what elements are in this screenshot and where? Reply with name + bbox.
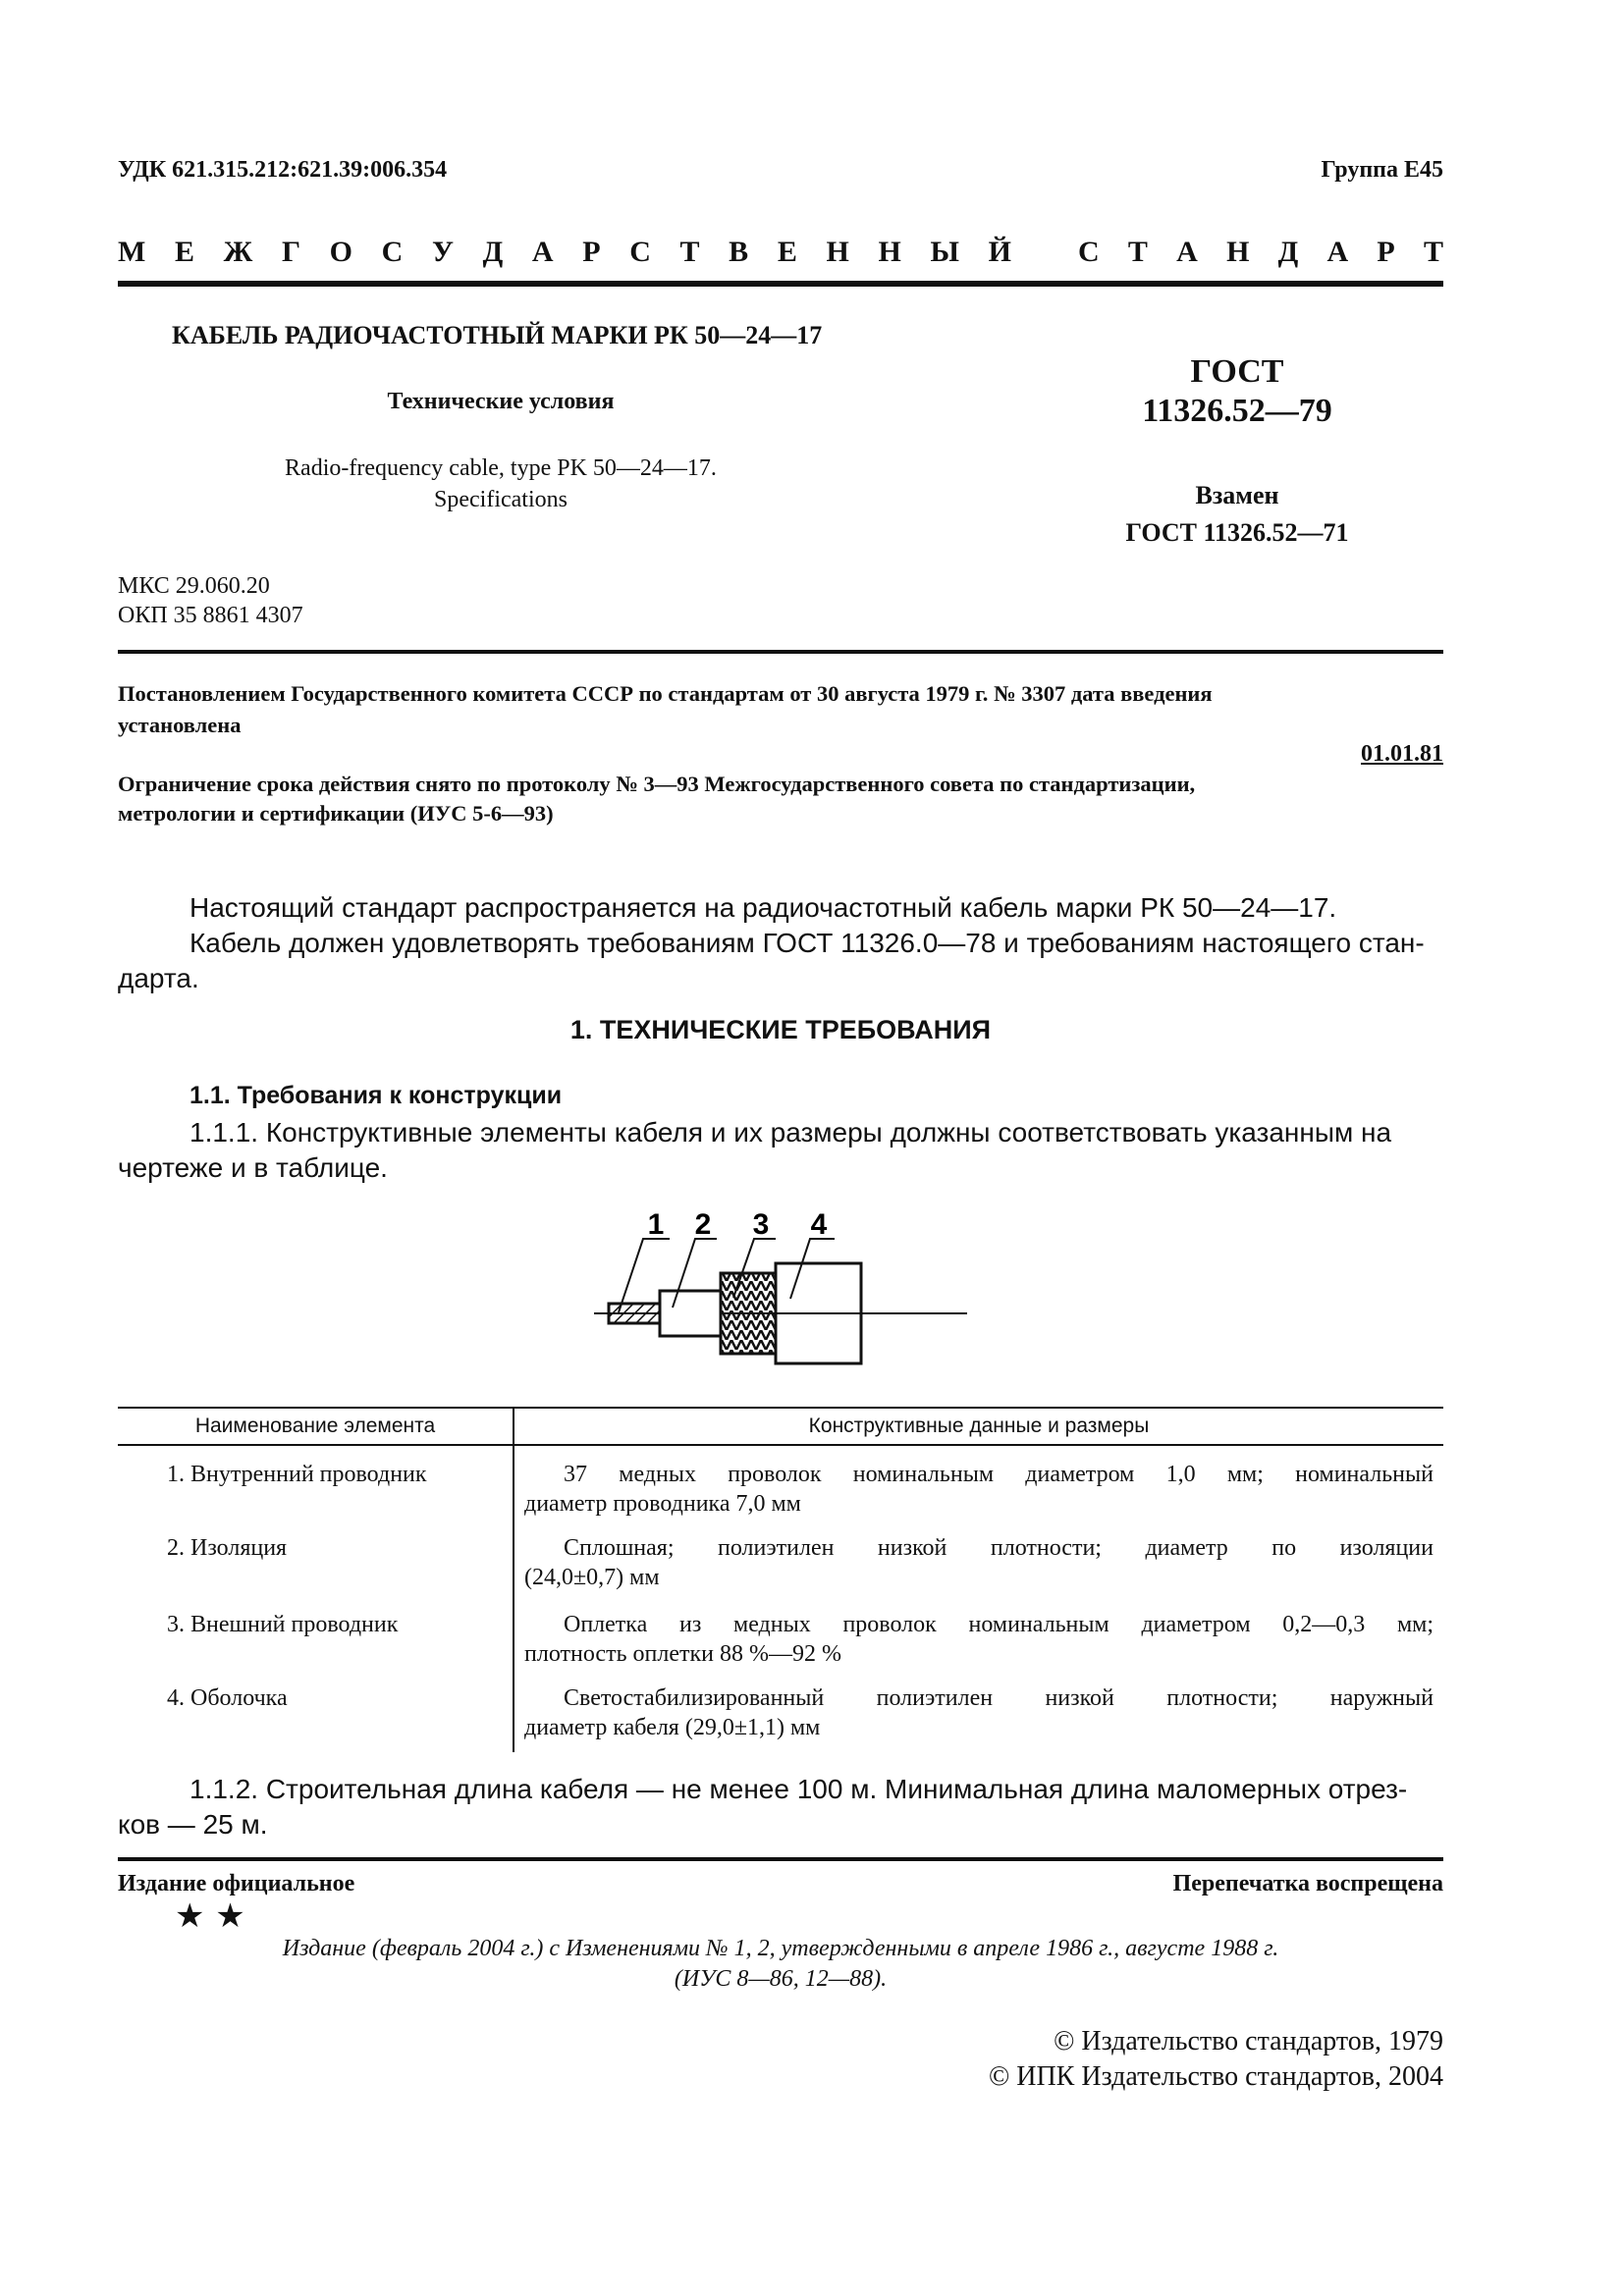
banner-rule bbox=[118, 281, 1443, 287]
table-top-rule bbox=[118, 1407, 1443, 1409]
replaces-number: ГОСТ 11326.52—71 bbox=[1125, 518, 1349, 547]
banner-letter: С bbox=[381, 236, 404, 268]
banner-letter: О bbox=[329, 236, 353, 268]
udk-code: УДК 621.315.212:621.39:006.354 bbox=[118, 157, 448, 183]
table-row-name: 1. Внутренний проводник bbox=[167, 1462, 427, 1487]
reprint-prohibited-label: Перепечатка воспрещена bbox=[1172, 1871, 1443, 1896]
intro-paragraph-2-line1: Кабель должен удовлетворять требованиям ГОСТ 11326.0—78 и требованиям настоящего стан- bbox=[189, 928, 1425, 958]
paragraph-1-1-1-line1: 1.1.1. Конструктивные элементы кабеля и их размеры должны соответствовать указанным на bbox=[189, 1117, 1392, 1148]
table-header-data: Конструктивные данные и размеры bbox=[808, 1415, 1150, 1437]
edition-note-line1: Издание (февраль 2004 г.) с Изменениями № 1, 2, утвержденными в апреле 1986 г., августе 1988 г. bbox=[282, 1936, 1279, 1961]
figure-label: 3 bbox=[752, 1208, 770, 1241]
table-row-data-line2: плотность оплетки 88 %—92 % bbox=[524, 1641, 841, 1667]
banner-letter: Т bbox=[679, 236, 700, 268]
decree-line2: установлена bbox=[118, 713, 242, 737]
figure-label: 4 bbox=[810, 1208, 828, 1241]
banner-letter: С bbox=[1078, 236, 1100, 268]
table-row-data-line1: 37 медных проволок номинальным диаметром 1,0 мм; номинальный bbox=[564, 1462, 1434, 1487]
star-marks: ★ ★ bbox=[175, 1896, 245, 1936]
banner-letter: Р bbox=[1377, 236, 1395, 268]
banner-letter: Д bbox=[482, 236, 504, 268]
decree-line1: Постановлением Государственного комитета СССР по стандартам от 30 августа 1979 г. № 3307 дата введения bbox=[118, 681, 1213, 706]
banner-letter: Т bbox=[1127, 236, 1148, 268]
gost-number: 11326.52—79 bbox=[1142, 393, 1332, 429]
insulation bbox=[660, 1291, 721, 1336]
banner-letter: А bbox=[1326, 236, 1349, 268]
banner-letter: Н bbox=[878, 236, 901, 268]
table-row-name: 2. Изоляция bbox=[167, 1535, 288, 1561]
table-row-data-line2: диаметр кабеля (29,0±1,1) мм bbox=[524, 1715, 821, 1740]
banner-letter: А bbox=[1176, 236, 1198, 268]
banner-letter: Н bbox=[826, 236, 849, 268]
cable-drawing bbox=[589, 1202, 972, 1379]
english-title-line1: Radio-frequency cable, type PK 50—24—17. bbox=[285, 455, 717, 481]
banner-letter: Ы bbox=[930, 236, 959, 268]
table-row-data-line2: (24,0±0,7) мм bbox=[524, 1565, 660, 1590]
gost-label: ГОСТ bbox=[1190, 353, 1284, 390]
section-rule bbox=[118, 650, 1443, 654]
copyright-2004: © ИПК Издательство стандартов, 2004 bbox=[988, 2061, 1443, 2092]
banner-letter: У bbox=[431, 236, 454, 268]
banner-letter: Р bbox=[582, 236, 601, 268]
restriction-line2: метрологии и сертификации (ИУС 5-6—93) bbox=[118, 801, 554, 826]
inner-conductor bbox=[609, 1304, 660, 1323]
banner-interstate bbox=[118, 236, 1011, 269]
banner-letter: Ж bbox=[223, 236, 253, 268]
official-edition-label: Издание официальное bbox=[118, 1871, 355, 1896]
edition-note-line2: (ИУС 8—86, 12—88). bbox=[674, 1966, 888, 1992]
table-row-data-line1: Оплетка из медных проволок номинальным диаметром 0,2—0,3 мм; bbox=[564, 1612, 1434, 1637]
table-row-name: 4. Оболочка bbox=[167, 1685, 288, 1711]
banner-letter: Г bbox=[281, 236, 301, 268]
paragraph-1-1-1-line2: чертеже и в таблице. bbox=[118, 1152, 388, 1183]
figure-label: 1 bbox=[647, 1208, 665, 1241]
table-column-divider bbox=[513, 1407, 514, 1752]
paragraph-1-1-2-line2: ков — 25 м. bbox=[118, 1809, 268, 1840]
table-row-name: 3. Внешний проводник bbox=[167, 1612, 399, 1637]
banner-letter: Н bbox=[1226, 236, 1250, 268]
document-subtitle: Технические условия bbox=[387, 389, 615, 414]
group-code: Группа Е45 bbox=[1321, 157, 1443, 183]
table-row-data-line1: Светостабилизированный полиэтилен низкой плотности; наружный bbox=[564, 1685, 1434, 1711]
introduction-date: 01.01.81 bbox=[1361, 741, 1443, 767]
banner-letter: Й bbox=[988, 236, 1011, 268]
table-row-data-line1: Сплошная; полиэтилен низкой плотности; диаметр по изоляции bbox=[564, 1535, 1434, 1561]
table-header-rule bbox=[118, 1444, 1443, 1446]
banner-letter: А bbox=[531, 236, 554, 268]
table-row-data bbox=[524, 1460, 1434, 1519]
banner-letter: С bbox=[629, 236, 651, 268]
table-row-data bbox=[524, 1683, 1434, 1742]
intro-paragraph-1: Настоящий стандарт распространяется на радиочастотный кабель марки РК 50—24—17. bbox=[189, 892, 1337, 923]
intro-paragraph-2-line2: дарта. bbox=[118, 963, 199, 993]
table-row-data bbox=[524, 1610, 1434, 1669]
banner-letter: В bbox=[729, 236, 749, 268]
banner-letter: Е bbox=[174, 236, 194, 268]
outer-conductor bbox=[721, 1273, 776, 1354]
table-row-data-line2: диаметр проводника 7,0 мм bbox=[524, 1491, 801, 1517]
banner-letter: Т bbox=[1423, 236, 1443, 268]
banner-standard bbox=[1078, 236, 1443, 269]
footer-rule bbox=[118, 1857, 1443, 1861]
banner-letter: М bbox=[118, 236, 146, 268]
mks-code: МКС 29.060.20 bbox=[118, 573, 270, 599]
english-title-line2: Specifications bbox=[434, 487, 568, 512]
restriction-line1: Ограничение срока действия снято по протоколу № 3—93 Межгосударственного совета по стандартизации, bbox=[118, 772, 1196, 796]
table-row-data bbox=[524, 1533, 1434, 1592]
subsection-heading: 1.1. Требования к конструкции bbox=[189, 1082, 563, 1109]
banner-letter: Е bbox=[777, 236, 797, 268]
replaces-label: Взамен bbox=[1195, 481, 1279, 509]
okp-code: ОКП 35 8861 4307 bbox=[118, 603, 303, 628]
figure-label: 2 bbox=[694, 1208, 712, 1241]
section-heading: 1. ТЕХНИЧЕСКИЕ ТРЕБОВАНИЯ bbox=[569, 1015, 992, 1044]
table-header-element: Наименование элемента bbox=[194, 1415, 436, 1437]
document-title: КАБЕЛЬ РАДИОЧАСТОТНЫЙ МАРКИ РК 50—24—17 bbox=[172, 321, 823, 349]
banner-letter: Д bbox=[1277, 236, 1299, 268]
paragraph-1-1-2-line1: 1.1.2. Строительная длина кабеля — не менее 100 м. Минимальная длина маломерных отрез- bbox=[189, 1774, 1408, 1804]
copyright-1979: © Издательство стандартов, 1979 bbox=[1054, 2026, 1443, 2056]
